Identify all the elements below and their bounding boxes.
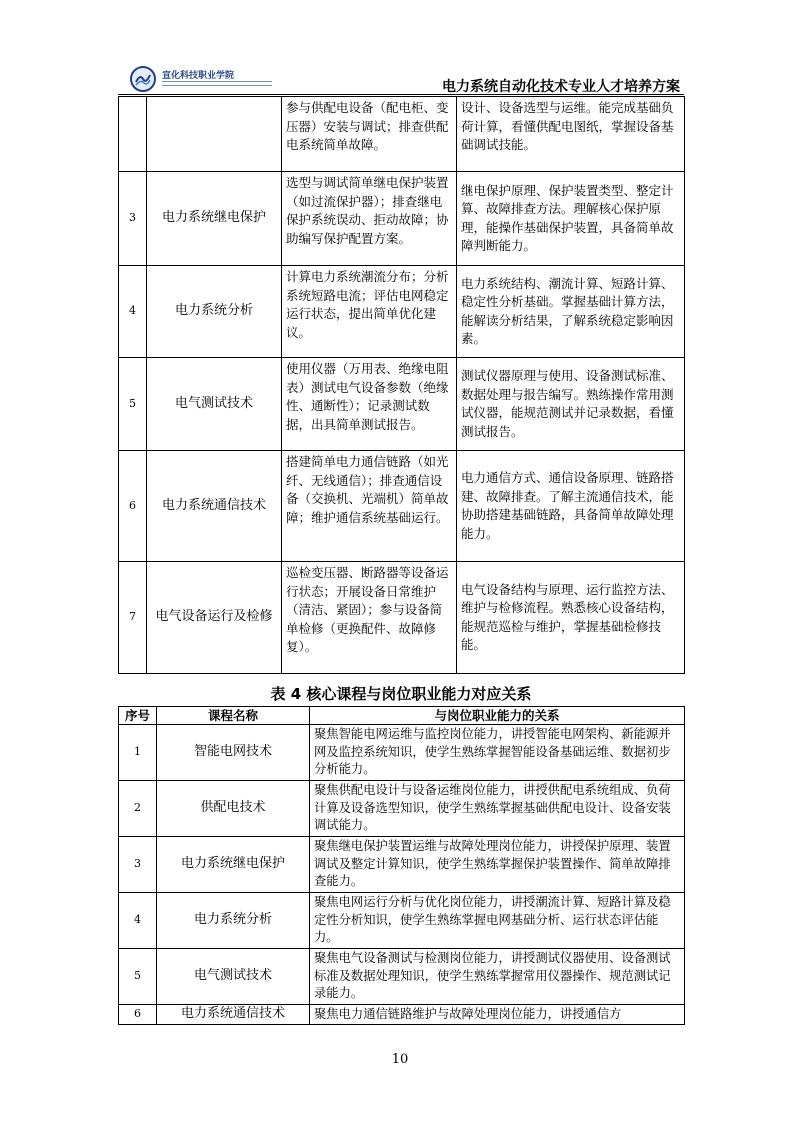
course-name: 电力系统继电保护 — [157, 837, 310, 893]
work-task: 选型与调试简单继电保护装置（如过流保护器）；排查继电保护系统误动、拒动故障；协助编写保护配置方案。 — [282, 172, 457, 266]
work-task: 参与供配电设备（配电柜、变压器）安装与调试；排查供配电系统简单故障。 — [282, 97, 457, 172]
row-number — [119, 97, 147, 172]
competency-relation: 聚焦电力通信链路维护与故障处理岗位能力，讲授通信方 — [310, 1005, 685, 1025]
knowledge-requirement: 继电保护原理、保护装置类型、整定计算、故障排查方法。理解核心保护原理，能操作基础保护装置，具备简单故障判断能力。 — [457, 172, 685, 266]
table-row — [119, 1005, 685, 1025]
row-number: 1 — [119, 725, 157, 781]
page-number: 10 — [391, 1052, 409, 1067]
course-name: 电气设备运行及检修 — [147, 562, 282, 674]
table-row — [119, 949, 685, 1005]
row-number: 6 — [119, 451, 147, 562]
table-row — [119, 97, 685, 172]
competency-relation: 聚焦智能电网运维与监控岗位能力，讲授智能电网架构、新能源并网及监控系统知识，使学生熟练掌握智能设备基础运维、数据初步分析能力。 — [310, 725, 685, 781]
course-name: 供配电技术 — [157, 781, 310, 837]
knowledge-requirement: 电力系统结构、潮流计算、短路计算、稳定性分析基础。掌握基础计算方法，能解读分析结果，了解系统稳定影响因素。 — [457, 266, 685, 358]
row-number: 7 — [119, 562, 147, 674]
knowledge-requirement: 设计、设备选型与运维。能完成基础负荷计算，看懂供配电图纸，掌握设备基础调试技能。 — [457, 97, 685, 172]
row-number: 4 — [119, 893, 157, 949]
row-number: 3 — [119, 172, 147, 266]
document-title: 电力系统自动化技术专业人才培养方案 — [442, 79, 680, 95]
course-name: 电力系统分析 — [157, 893, 310, 949]
course-name: 电气测试技术 — [147, 358, 282, 451]
competency-relation: 聚焦继电保护装置运维与故障处理岗位能力，讲授保护原理、装置调试及整定计算知识，使学生熟练掌握保护装置操作、简单故障排查能力。 — [310, 837, 685, 893]
knowledge-requirement: 测试仪器原理与使用、设备测试标准、数据处理与报告编写。熟练操作常用测试仪器，能规范测试并记录数据，看懂测试报告。 — [457, 358, 685, 451]
row-number: 3 — [119, 837, 157, 893]
table-row — [119, 725, 685, 781]
knowledge-requirement: 电气设备结构与原理、运行监控方法、维护与检修流程。熟悉核心设备结构，能规范巡检与维护，掌握基础检修技能。 — [457, 562, 685, 674]
table-row — [119, 266, 685, 358]
table-header-row — [119, 707, 685, 725]
course-name: 电力系统通信技术 — [157, 1005, 310, 1025]
header-rule — [118, 94, 684, 95]
column-header-course: 课程名称 — [157, 707, 310, 725]
table-row — [119, 893, 685, 949]
column-header-relation: 与岗位职业能力的关系 — [310, 707, 685, 725]
table-caption: 表 4 核心课程与岗位职业能力对应关系 — [270, 685, 532, 703]
course-name: 智能电网技术 — [157, 725, 310, 781]
work-task: 搭建简单电力通信链路（如光纤、无线通信）；排查通信设备（交换机、光端机）简单故障；维护通信系统基础运行。 — [282, 451, 457, 562]
row-number: 6 — [119, 1005, 157, 1025]
competency-relation: 聚焦供配电设计与设备运维岗位能力，讲授供配电系统组成、负荷计算及设备选型知识，使学生熟练掌握基础供配电设计、设备安装调试能力。 — [310, 781, 685, 837]
row-number: 4 — [119, 266, 147, 358]
table-row — [119, 562, 685, 674]
course-name: 电气测试技术 — [157, 949, 310, 1005]
row-number: 5 — [119, 358, 147, 451]
row-number: 2 — [119, 781, 157, 837]
row-number: 5 — [119, 949, 157, 1005]
work-task: 计算电力系统潮流分布；分析系统短路电流；评估电网稳定运行状态，提出简单优化建议。 — [282, 266, 457, 358]
course-competency-table — [118, 706, 685, 1025]
table-row — [119, 781, 685, 837]
table-row — [119, 172, 685, 266]
competency-relation: 聚焦电网运行分析与优化岗位能力，讲授潮流计算、短路计算及稳定性分析知识，使学生熟练掌握电网基础分析、运行状态评估能力。 — [310, 893, 685, 949]
school-name: 宣化科技职业学院 — [162, 71, 235, 81]
competency-relation: 聚焦电气设备测试与检测岗位能力，讲授测试仪器使用、设备测试标准及数据处理知识，使学生熟练掌握常用仪器操作、规范测试记录能力。 — [310, 949, 685, 1005]
course-name — [147, 97, 282, 172]
course-content-table — [118, 96, 685, 674]
work-task: 使用仪器（万用表、绝缘电阻表）测试电气设备参数（绝缘性、通断性）；记录测试数据，出具简单测试报告。 — [282, 358, 457, 451]
course-name: 电力系统通信技术 — [147, 451, 282, 562]
school-name-underline — [162, 81, 272, 86]
work-task: 巡检变压器、断路器等设备运行状态；开展设备日常维护（清洁、紧固）；参与设备简单检修（更换配件、故障修复）。 — [282, 562, 457, 674]
knowledge-requirement: 电力通信方式、通信设备原理、链路搭建、故障排查。了解主流通信技术，能协助搭建基础链路，具备简单故障处理能力。 — [457, 451, 685, 562]
page-header — [118, 62, 684, 96]
table-row — [119, 358, 685, 451]
column-header-num: 序号 — [119, 707, 157, 725]
table-row — [119, 837, 685, 893]
course-name: 电力系统继电保护 — [147, 172, 282, 266]
school-logo-icon — [130, 66, 156, 92]
table-row — [119, 451, 685, 562]
course-name: 电力系统分析 — [147, 266, 282, 358]
